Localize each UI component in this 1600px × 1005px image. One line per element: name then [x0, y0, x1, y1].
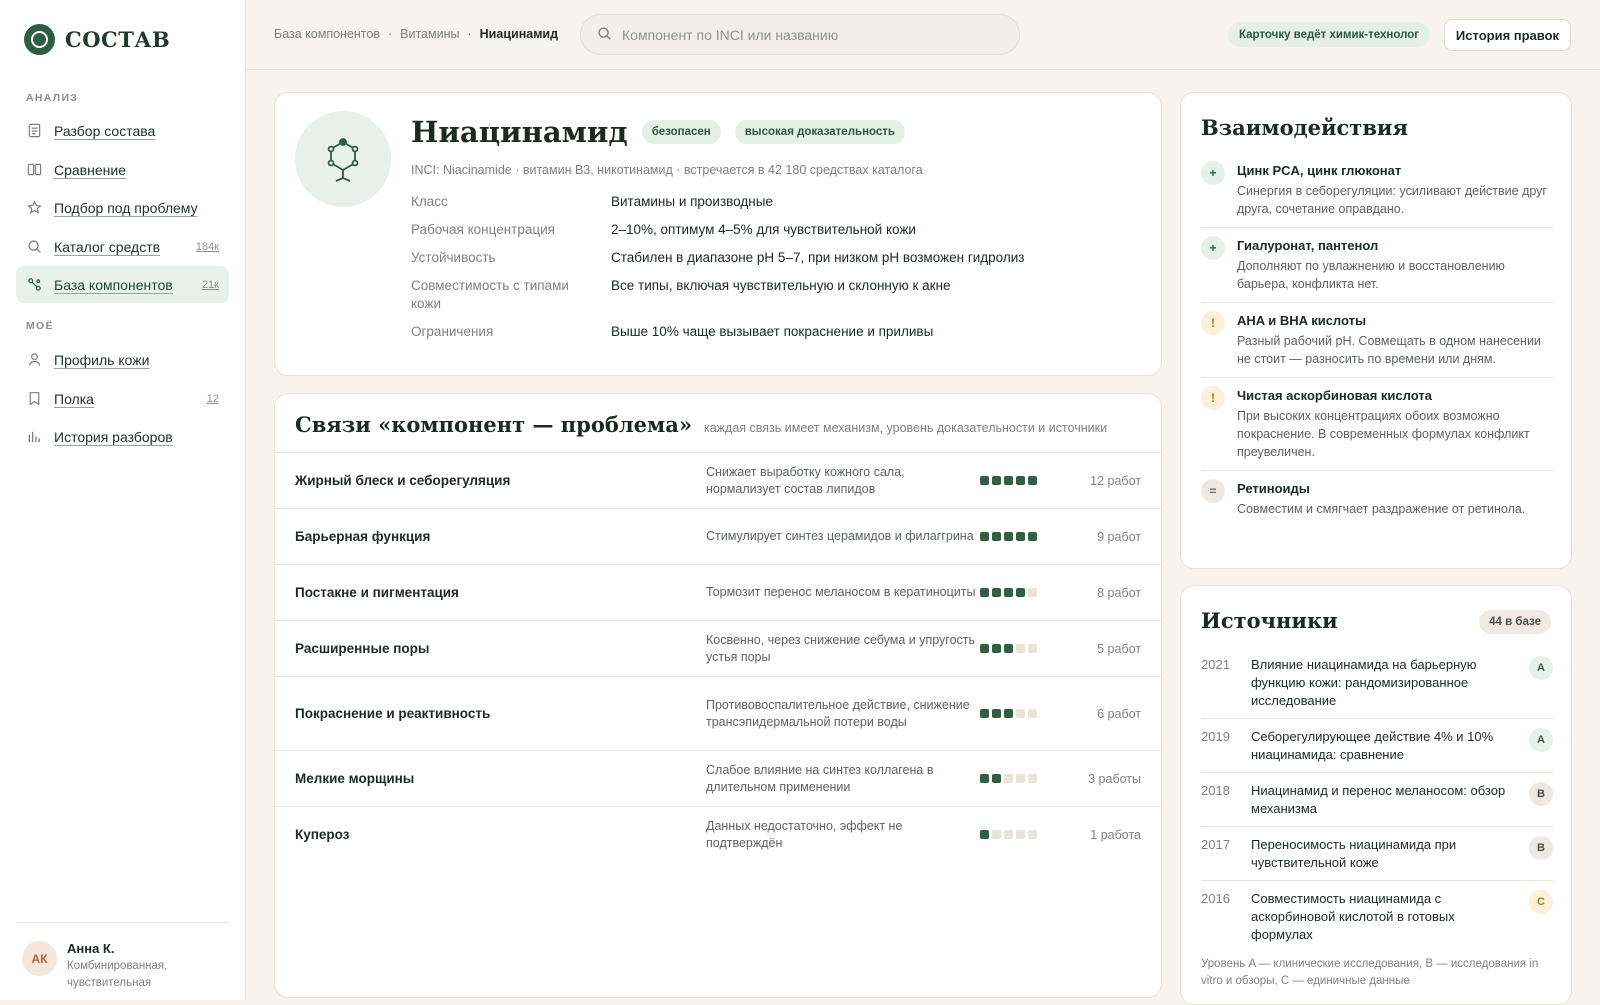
sidebar-item-label: Профиль кожи	[54, 351, 150, 368]
interaction-body	[1237, 238, 1553, 293]
breadcrumb	[274, 27, 558, 41]
evidence-rating	[980, 830, 1070, 839]
inci-line: INCI: Niacinamide · витамин B3, никотинамид · встречается в 42 180 средствах каталога	[411, 163, 923, 177]
source-title[interactable]: Ниацинамид и перенос меланосом: обзор механизма	[1251, 783, 1506, 816]
problem-mechanism: Стимулирует синтез церамидов и филаггрина	[706, 529, 974, 543]
source-count: 6 работ	[1097, 706, 1141, 721]
breadcrumb-link[interactable]: Витамины	[400, 27, 460, 41]
interaction-item[interactable]	[1201, 313, 1553, 378]
sidebar-item-label: База компонентов	[54, 276, 173, 293]
evidence-dot	[980, 709, 989, 718]
sidebar-item-label: История разборов	[54, 428, 173, 445]
sidebar-item-problem-match[interactable]	[16, 189, 229, 226]
interactions-card	[1180, 92, 1572, 569]
section-title: Источники	[1201, 608, 1338, 633]
source-title[interactable]: Переносимость ниацинамида при чувствительной коже	[1251, 837, 1457, 870]
warn-icon: !	[1201, 386, 1225, 410]
source-count: 12 работ	[1090, 473, 1141, 488]
component-properties	[411, 193, 1131, 351]
sidebar-item-count: 21к	[201, 278, 219, 291]
evidence-dot	[1016, 774, 1025, 783]
sidebar-item-label: Полка	[54, 390, 94, 407]
sources-count-badge: 44 в базе	[1479, 610, 1551, 634]
problem-name: Постакне и пигментация	[295, 585, 459, 600]
document-icon	[26, 123, 42, 139]
evidence-dot	[980, 644, 989, 653]
evidence-dot	[980, 774, 989, 783]
interaction-item[interactable]	[1201, 238, 1553, 303]
source-title[interactable]: Совместимость ниацинамида с аскорбиновой кислотой в готовых формулах	[1251, 891, 1455, 942]
evidence-rating	[980, 476, 1070, 485]
star-icon	[26, 200, 42, 216]
interaction-name: Чистая аскорбиновая кислота	[1237, 388, 1432, 403]
brand-logo[interactable]	[24, 24, 170, 55]
plus-icon: +	[1201, 161, 1225, 185]
evidence-dot	[992, 709, 1001, 718]
source-year: 2017	[1201, 837, 1230, 852]
evidence-dot	[1004, 830, 1013, 839]
avatar: АК	[22, 941, 57, 976]
sources-legend-note: Уровень A — клинические исследования, B — исследования in vitro и обзоры, C — единичные данные	[1201, 958, 1539, 987]
breadcrumb-link[interactable]: База компонентов	[274, 27, 380, 41]
table-row[interactable]	[275, 508, 1161, 564]
problem-name: Покраснение и реактивность	[295, 706, 491, 721]
property-value: Все типы, включая чувствительную и склонную к акне	[611, 278, 951, 293]
page-title: Ниацинамид	[411, 115, 628, 149]
sidebar	[0, 0, 246, 1000]
source-count: 5 работ	[1097, 641, 1141, 656]
evidence-dot	[1028, 830, 1037, 839]
search-icon	[26, 239, 42, 255]
evidence-dot	[1028, 709, 1037, 718]
evidence-dot	[1004, 588, 1013, 597]
source-year: 2016	[1201, 891, 1230, 906]
evidence-dot	[1004, 476, 1013, 485]
sources-list	[1201, 656, 1553, 990]
problem-mechanism: Слабое влияние на синтез коллагена в длительном применении	[706, 762, 934, 794]
property-key: Совместимость с типами кожи	[411, 278, 569, 311]
sidebar-item-analysis[interactable]	[16, 112, 229, 149]
section-title: Взаимодействия	[1201, 115, 1408, 140]
edit-history-button[interactable]: История правок	[1444, 19, 1571, 51]
topbar	[246, 0, 1600, 70]
interaction-body	[1237, 388, 1553, 461]
section-title: Связи «компонент — проблема»	[295, 412, 692, 437]
evidence-level-badge: B	[1529, 836, 1553, 860]
interaction-body	[1237, 313, 1553, 368]
problem-name: Расширенные поры	[295, 641, 430, 656]
sidebar-item-skin-profile[interactable]	[16, 341, 229, 378]
sidebar-item-label: Сравнение	[54, 161, 126, 178]
evidence-rating	[980, 644, 1070, 653]
evidence-dot	[1004, 532, 1013, 541]
evidence-rating	[980, 532, 1070, 541]
problem-mechanism: Косвенно, через снижение себума и упругость устья поры	[706, 632, 976, 664]
source-year: 2018	[1201, 783, 1230, 798]
user-name: Анна К.	[67, 941, 115, 956]
evidence-rating	[980, 774, 1070, 783]
property-value: Витамины и производные	[611, 194, 773, 209]
evidence-dot	[1028, 774, 1037, 783]
links-table	[275, 452, 1161, 862]
interaction-description: Совместим и смягчает раздражение от ретинола.	[1237, 502, 1526, 516]
evidence-dot	[1028, 532, 1037, 541]
search-icon	[597, 26, 612, 44]
interaction-description: Дополняют по увлажнению и восстановлению барьера, конфликта нет.	[1237, 259, 1505, 291]
table-row[interactable]	[275, 452, 1161, 508]
evidence-dot	[1016, 709, 1025, 718]
links-header	[295, 412, 1107, 437]
interaction-name: Цинк PCA, цинк глюконат	[1237, 163, 1402, 178]
evidence-dot	[1004, 774, 1013, 783]
problem-name: Купероз	[295, 827, 350, 842]
evidence-dot	[980, 476, 989, 485]
columns-icon	[26, 162, 42, 178]
interaction-item[interactable]	[1201, 163, 1553, 228]
component-card	[274, 92, 1162, 376]
property-key: Класс	[411, 194, 448, 209]
sidebar-item-components[interactable]	[16, 266, 229, 303]
evidence-level-badge: B	[1529, 782, 1553, 806]
interaction-item[interactable]	[1201, 481, 1553, 527]
problem-mechanism: Снижает выработку кожного сала, нормализует состав липидов	[706, 464, 905, 496]
safety-badge: безопасен	[642, 120, 721, 144]
source-item[interactable]	[1201, 782, 1553, 827]
source-title[interactable]: Влияние ниацинамида на барьерную функцию кожи: рандомизированное исследование	[1251, 657, 1477, 708]
property-value: 2–10%, оптимум 4–5% для чувствительной кожи	[611, 222, 916, 237]
property-key: Ограничения	[411, 324, 494, 339]
problem-name: Мелкие морщины	[295, 771, 415, 786]
property-row	[411, 221, 1131, 239]
evidence-badge: высокая доказательность	[735, 120, 905, 144]
problem-name: Барьерная функция	[295, 529, 431, 544]
evidence-dot	[1004, 644, 1013, 653]
source-item[interactable]	[1201, 836, 1553, 881]
breadcrumb-current: Ниацинамид	[479, 27, 559, 41]
problem-mechanism: Тормозит перенос меланосом в кератиноциты	[706, 585, 976, 599]
evidence-dot	[1016, 830, 1025, 839]
section-subtitle: каждая связь имеет механизм, уровень доказательности и источники	[703, 421, 1108, 435]
sidebar-item-compare[interactable]	[16, 151, 229, 188]
evidence-dot	[980, 532, 989, 541]
nav-section-analysis: АНАЛИЗ	[26, 92, 79, 104]
evidence-dot	[1028, 644, 1037, 653]
source-item[interactable]	[1201, 656, 1553, 719]
evidence-rating	[980, 588, 1070, 597]
source-count: 8 работ	[1097, 585, 1141, 600]
evidence-dot	[992, 774, 1001, 783]
interactions-list	[1201, 163, 1553, 537]
eq-icon: =	[1201, 479, 1225, 503]
interaction-name: AHA и BHA кислоты	[1237, 313, 1367, 328]
interaction-description: При высоких концентрациях обоих возможно покраснение. В современных формулах конфликт преувеличен.	[1237, 409, 1530, 459]
interaction-item[interactable]	[1201, 388, 1553, 471]
property-value: Стабилен в диапазоне pH 5–7, при низком pH возможен гидролиз	[611, 250, 1025, 265]
user-card[interactable]	[16, 922, 229, 992]
user-icon	[26, 352, 42, 368]
breadcrumb-separator: ·	[467, 27, 472, 41]
sidebar-item-label: Разбор состава	[54, 122, 156, 139]
source-year: 2021	[1201, 657, 1230, 672]
interaction-name: Ретиноиды	[1237, 481, 1310, 496]
evidence-dot	[1016, 532, 1025, 541]
bar-chart-icon	[26, 429, 42, 445]
maintainer-badge: Карточку ведёт химик-технолог	[1228, 22, 1430, 47]
sources-card	[1180, 585, 1572, 1005]
evidence-dot	[1028, 588, 1037, 597]
property-row	[411, 277, 1131, 313]
evidence-level-badge: A	[1529, 656, 1553, 680]
logo-mark-icon	[24, 24, 55, 55]
property-row	[411, 193, 1131, 211]
brand-name: СОСТАВ	[65, 27, 171, 52]
table-row[interactable]	[275, 676, 1161, 750]
sidebar-item-label: Каталог средств	[54, 238, 161, 255]
breadcrumb-separator: ·	[387, 27, 393, 41]
source-title[interactable]: Себорегулирующее действие 4% и 10% ниацинамида: сравнение	[1251, 729, 1494, 762]
molecule-icon	[26, 277, 42, 293]
evidence-dot	[1016, 644, 1025, 653]
source-count: 9 работ	[1097, 529, 1141, 544]
interaction-description: Синергия в себорегуляции: усиливают действие друг друга, сочетание оправдано.	[1237, 184, 1547, 216]
warn-icon: !	[1201, 311, 1225, 335]
source-count: 1 работа	[1090, 827, 1141, 842]
search-box[interactable]	[580, 14, 1020, 55]
sidebar-item-label: Подбор под проблему	[54, 199, 198, 216]
evidence-level-badge: C	[1529, 890, 1553, 914]
evidence-dot	[1016, 476, 1025, 485]
component-title-row	[411, 115, 905, 149]
evidence-dot	[992, 476, 1001, 485]
sidebar-item-catalog[interactable]	[16, 228, 229, 265]
sidebar-item-shelf[interactable]	[16, 380, 229, 417]
interaction-body	[1237, 163, 1553, 218]
table-row[interactable]	[275, 564, 1161, 620]
property-row	[411, 323, 1131, 341]
user-skin-type: Комбинированная, чувствительная	[67, 960, 168, 989]
source-count: 3 работы	[1088, 771, 1141, 786]
evidence-dot	[980, 830, 989, 839]
evidence-dot	[1028, 476, 1037, 485]
evidence-dot	[992, 532, 1001, 541]
interaction-name: Гиалуронат, пантенол	[1237, 238, 1379, 253]
evidence-dot	[980, 588, 989, 597]
evidence-rating	[980, 709, 1070, 718]
evidence-dot	[992, 644, 1001, 653]
property-key: Устойчивость	[411, 250, 496, 265]
search-input[interactable]	[622, 27, 1003, 43]
source-year: 2019	[1201, 729, 1230, 744]
interaction-body	[1237, 481, 1525, 518]
evidence-dot	[992, 830, 1001, 839]
plus-icon: +	[1201, 236, 1225, 260]
nav-section-mine: МОЁ	[26, 320, 54, 332]
property-value: Выше 10% чаще вызывает покраснение и приливы	[611, 324, 934, 339]
bookmark-icon	[26, 391, 42, 407]
property-key: Рабочая концентрация	[411, 222, 555, 237]
problem-name: Жирный блеск и себорегуляция	[295, 473, 511, 488]
source-item[interactable]	[1201, 890, 1553, 952]
table-row[interactable]	[275, 750, 1161, 806]
evidence-dot	[992, 588, 1001, 597]
sidebar-item-history[interactable]	[16, 418, 229, 455]
interaction-description: Разный рабочий pH. Совмещать в одном нанесении не стоит — разносить по времени или дням.	[1237, 334, 1541, 366]
component-problem-links	[274, 393, 1162, 998]
evidence-dot	[1016, 588, 1025, 597]
source-item[interactable]	[1201, 728, 1553, 773]
problem-mechanism: Противовоспалительное действие, снижение трансэпидермальной потери воды	[706, 697, 970, 729]
molecule-icon	[295, 111, 391, 207]
evidence-level-badge: A	[1529, 728, 1553, 752]
table-row[interactable]	[275, 620, 1161, 676]
property-row	[411, 249, 1131, 267]
evidence-dot	[1004, 709, 1013, 718]
sidebar-item-count: 184к	[195, 240, 219, 253]
sidebar-item-count: 12	[206, 392, 219, 405]
problem-mechanism: Данных недостаточно, эффект не подтверждён	[706, 818, 903, 850]
table-row[interactable]	[275, 806, 1161, 862]
